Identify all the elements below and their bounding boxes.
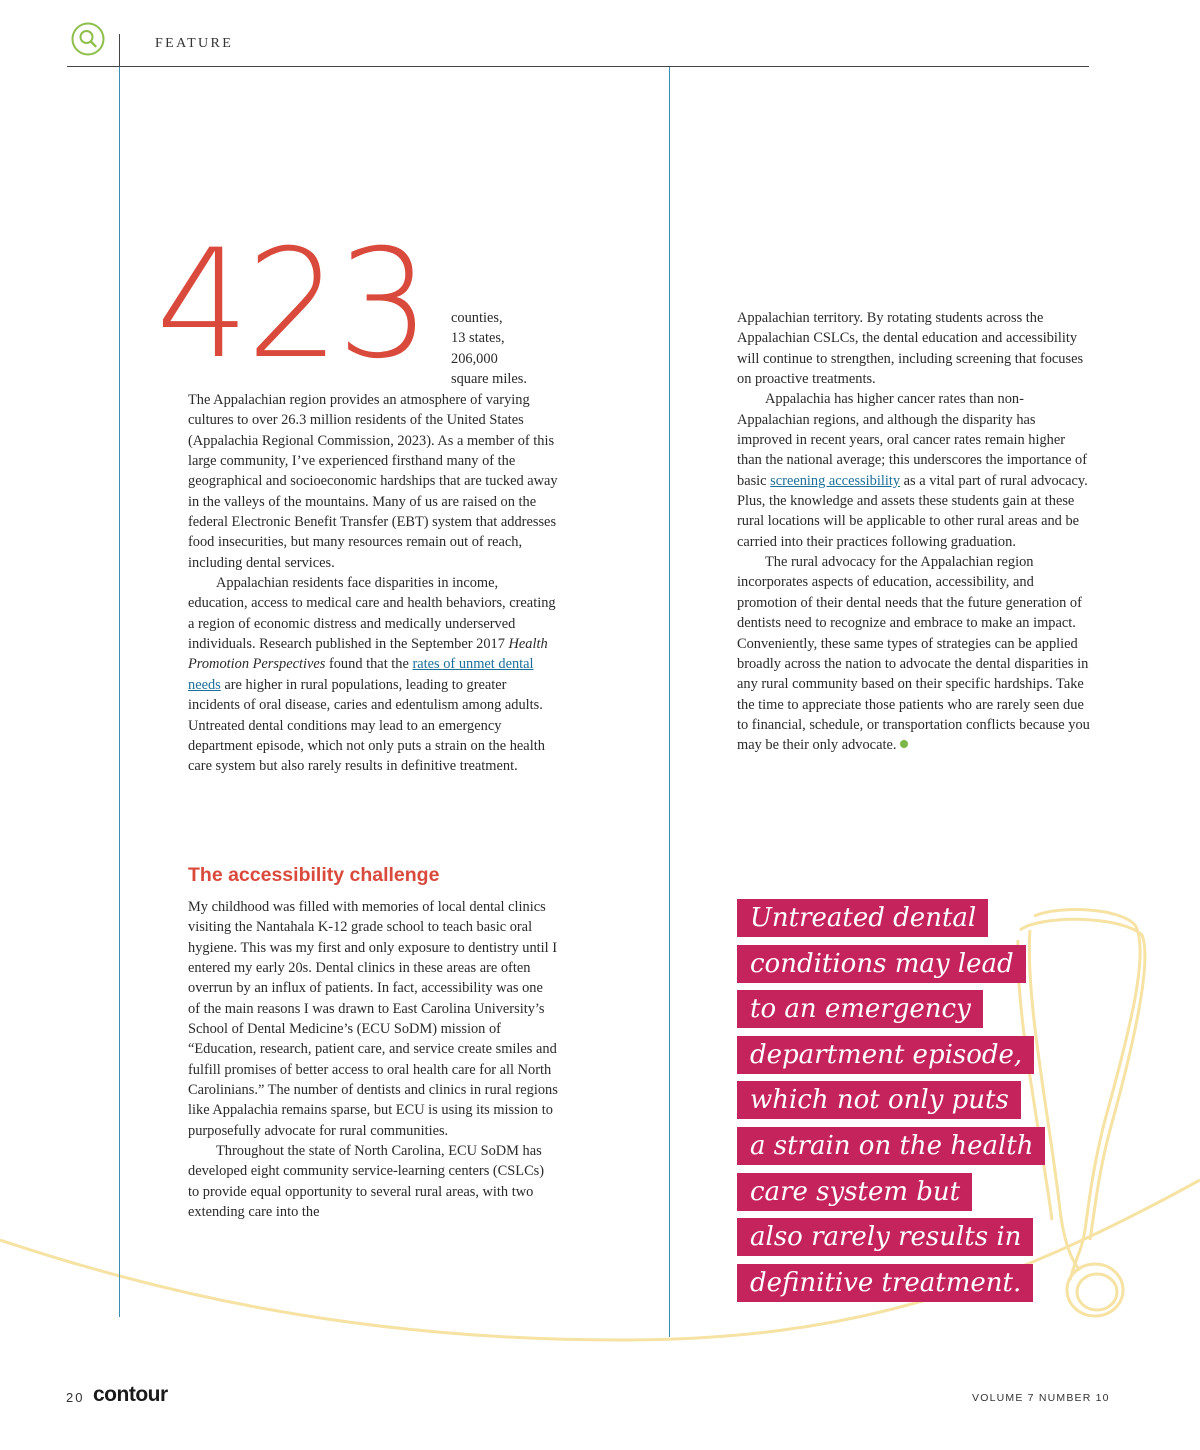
search-icon[interactable] (71, 22, 105, 56)
subheading: The accessibility challenge (188, 864, 440, 886)
left-column-upper (188, 390, 558, 777)
pull-quote (737, 899, 1037, 1309)
pull-quote-line: Untreated dental (737, 899, 988, 937)
volume-label: VOLUME 7 NUMBER 10 (972, 1392, 1110, 1404)
section-label: FEATURE (155, 36, 234, 51)
pull-quote-line: which not only puts (737, 1081, 1021, 1119)
pull-quote-line: care system but (737, 1173, 972, 1211)
pull-quote-line: to an emergency (737, 990, 983, 1028)
stat-area-unit: square miles. (451, 371, 527, 388)
left-column-rule (119, 67, 120, 1317)
page-number: 20 (66, 1390, 85, 1405)
pull-quote-line: a strain on the health (737, 1127, 1045, 1165)
paragraph: Throughout the state of North Carolina, ECU SoDM has developed eight community service-learning centers (CSLCs) to provide equal opportunity to several rural areas, with two extending care into the (188, 1143, 545, 1221)
header-divider (119, 34, 120, 68)
paragraph: The Appalachian region provides an atmosphere of varying cultures to over 26.3 million residents of the United States (Appalachia Regional Commission, 2023). As a member of this large community, I’ve experienced firsthand many of the geographical and socioeconomic hardships that are tucked away in the valleys of the mountains. Many of us are raised on the federal Electronic Benefit Transfer (EBT) system that addresses food insecurities, but many resources remain out of reach, including dental services. (188, 392, 558, 571)
paragraph: Appalachia has higher cancer rates than non-Appalachian regions, and although the disparity has improved in recent years, oral cancer rates remain higher than the national average; this underscores the importance of basic screening accessibility as a vital part of rural advocacy. Plus, the knowledge and assets these students gain at these rural locations will be applicable to other rural areas and be carried into their practices following graduation. (737, 391, 1088, 550)
paragraph: My childhood was filled with memories of local dental clinics visiting the Nantahala K-12 grade school to teach basic oral hygiene. This was my first and only exposure to dentistry until I entered my early 20s. Dental clinics in these areas are often overrun by an influx of patients. In fact, accessibility was one of the main reasons I was drawn to East Carolina University’s School of Dental Medicine’s (ECU SoDM) mission of “Education, research, patient care, and service create smiles and fulfill promises of better access to oral health care for all North Carolinians.” The number of dentists and clinics in rural regions like Appalachia remains sparse, but ECU is using its mission to purposefully advocate for rural communities. (188, 899, 558, 1139)
screening-accessibility-link[interactable]: screening accessibility (770, 472, 901, 489)
paragraph: The rural advocacy for the Appalachian region incorporates aspects of education, accessibility, and promotion of their dental needs that the future generation of dentists need to recognize and embrace to make an impact. Conveniently, these same types of strategies can be applied broadly across the nation to advocate the dental disparities in any rural community based on their specific hardships. Take the time to appreciate those patients who are rarely seen due to financial, schedule, or transportation conflicts because you may be their only advocate. (737, 554, 1090, 754)
paragraph: Appalachian territory. By rotating students across the Appalachian CSLCs, the dental education and accessibility will continue to strengthen, including screening that focuses on proactive treatments. (737, 310, 1084, 388)
stat-counties: counties, (451, 310, 503, 326)
pull-quote-line: department episode, (737, 1036, 1034, 1074)
left-column-lower (188, 897, 558, 1223)
pull-quote-line: conditions may lead (737, 945, 1026, 983)
stat-states: 13 states, (451, 330, 505, 347)
pull-quote-line: also rarely results in (737, 1218, 1033, 1256)
middle-column-rule (669, 67, 670, 1337)
end-mark-icon (900, 740, 908, 748)
unmet-dental-needs-link[interactable]: rates of unmet dental needs (188, 656, 534, 693)
header-rule (67, 66, 1089, 67)
pull-quote-line: definitive treatment. (737, 1264, 1033, 1302)
big-number: 423 (155, 218, 428, 392)
stat-area-value: 206,000 (451, 350, 498, 367)
brand-logo: contour (93, 1383, 168, 1406)
paragraph: Appalachian residents face disparities in income, education, access to medical care and health behaviors, creating a region of economic distress and medically underserved individuals. Research published in the September 2017 Health Promotion Perspectives found that the rates of unmet dental needs are higher in rural populations, leading to greater incidents of oral disease, caries and edentulism among adults. Untreated dental conditions may lead to an emergency department episode, which not only puts a strain on the health care system but also rarely results in definitive treatment. (188, 575, 556, 775)
right-column (737, 308, 1092, 756)
stat-lines (451, 308, 561, 389)
